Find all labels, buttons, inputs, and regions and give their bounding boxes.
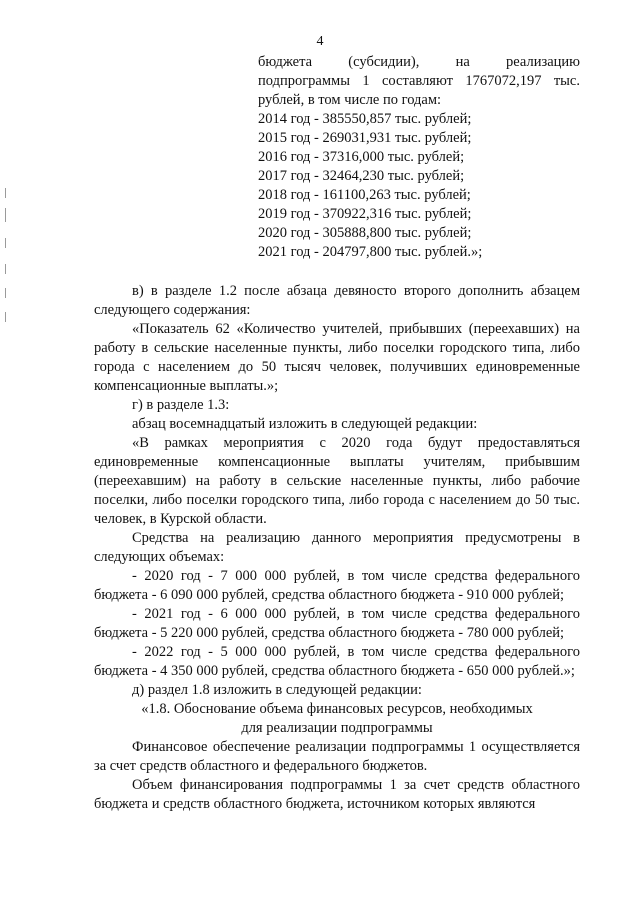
document-body bbox=[94, 282, 580, 814]
paragraph-measure: «В рамках мероприятия с 2020 года будут предоставляться единовременные компенсационные выплаты учителям, прибывшим (переехавшим) на работу в сельские населенные пункты, либо рабочие поселки, либо поселки городского типа, либо города с населением до 50 тыс. человек, в Курской области. bbox=[94, 435, 580, 527]
paragraph-volume: Объем финансирования подпрограммы 1 за счет средств областного бюджета и средств областного бюджета, источником которых являются bbox=[94, 777, 580, 812]
budget-line-3: рублей, в том числе по годам: bbox=[258, 92, 442, 108]
paragraph-abzac: абзац восемнадцатый изложить в следующей редакции: bbox=[132, 416, 478, 432]
paragraph-g: г) в разделе 1.3: bbox=[132, 397, 230, 413]
year-amount-2015: 2015 год - 269031,931 тыс. рублей; bbox=[258, 130, 472, 146]
year-amount-2021: 2021 год - 204797,800 тыс. рублей.»; bbox=[258, 244, 483, 260]
section-heading-line-1: «1.8. Обоснование объема финансовых ресурсов, необходимых bbox=[141, 701, 533, 717]
section-heading-line-2: для реализации подпрограммы bbox=[241, 720, 433, 736]
year-amount-2016: 2016 год - 37316,000 тыс. рублей; bbox=[258, 149, 465, 165]
paragraph-indicator: «Показатель 62 «Количество учителей, прибывших (переехавших) на работу в сельские населенные пункты, либо поселки городского типа, либо города с населением до 50 тысяч человек, получивших единовременные компенсационные выплаты.»; bbox=[94, 321, 580, 394]
year-amount-2020: 2020 год - 305888,800 тыс. рублей; bbox=[258, 225, 472, 241]
paragraph-2020: - 2020 год - 7 000 000 рублей, в том числе средства федерального бюджета - 6 090 000 рублей, средства областного бюджета - 910 000 рублей; bbox=[94, 568, 580, 603]
paragraph-v: в) в разделе 1.2 после абзаца девяносто второго дополнить абзацем следующего содержания: bbox=[94, 283, 580, 318]
margin-marks bbox=[5, 188, 9, 328]
budget-line-1: бюджета (субсидии), на реализацию bbox=[258, 54, 580, 70]
year-amount-2017: 2017 год - 32464,230 тыс. рублей; bbox=[258, 168, 465, 184]
paragraph-d: д) раздел 1.8 изложить в следующей редакции: bbox=[132, 682, 422, 698]
year-amount-2014: 2014 год - 385550,857 тыс. рублей; bbox=[258, 111, 472, 127]
paragraph-financing: Финансовое обеспечение реализации подпрограммы 1 осуществляется за счет средств областного и федерального бюджетов. bbox=[94, 739, 580, 774]
budget-line-2: подпрограммы 1 составляют 1767072,197 тыс. bbox=[258, 73, 580, 89]
paragraph-2021: - 2021 год - 6 000 000 рублей, в том числе средства федерального бюджета - 5 220 000 рублей, средства областного бюджета - 780 000 рублей; bbox=[94, 606, 580, 641]
year-amount-2018: 2018 год - 161100,263 тыс. рублей; bbox=[258, 187, 471, 203]
budget-block bbox=[258, 53, 580, 262]
page-number: 4 bbox=[316, 34, 324, 49]
year-amount-2019: 2019 год - 370922,316 тыс. рублей; bbox=[258, 206, 472, 222]
paragraph-2022: - 2022 год - 5 000 000 рублей, в том числе средства федерального бюджета - 4 350 000 рублей, средства областного бюджета - 650 000 рублей.»; bbox=[94, 644, 580, 679]
paragraph-funds: Средства на реализацию данного мероприятия предусмотрены в следующих объемах: bbox=[94, 530, 580, 565]
